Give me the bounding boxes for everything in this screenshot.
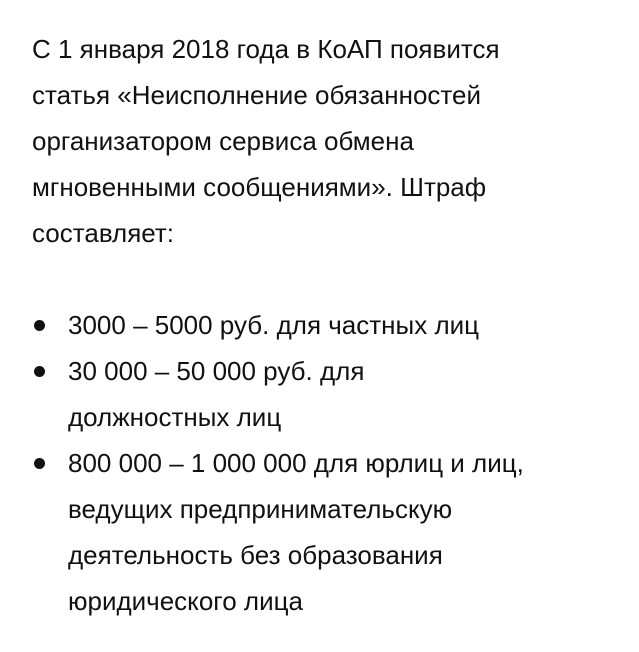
intro-line: организатором сервиса обмена xyxy=(32,126,414,156)
list-item-line: деятельность без образования xyxy=(68,540,443,570)
intro-line: С 1 января 2018 года в КоАП появится xyxy=(32,34,500,64)
list-item xyxy=(32,440,612,624)
intro-line: составляет: xyxy=(32,218,175,248)
bullet-icon xyxy=(34,320,45,331)
list-item-line: юридического лица xyxy=(68,586,303,616)
intro-line: мгновенными сообщениями». Штраф xyxy=(32,172,487,202)
list-item-line: 3000 – 5000 руб. для частных лиц xyxy=(68,310,480,340)
article-content xyxy=(32,26,612,624)
list-item-line: должностных лиц xyxy=(68,402,282,432)
intro-paragraph xyxy=(32,26,612,256)
intro-line: статья «Неисполнение обязанностей xyxy=(32,80,482,110)
list-item-line: 800 000 – 1 000 000 для юрлиц и лиц, xyxy=(68,448,524,478)
fines-list xyxy=(32,302,612,624)
bullet-icon xyxy=(34,458,45,469)
bullet-icon xyxy=(34,366,45,377)
list-item xyxy=(32,302,612,348)
list-item xyxy=(32,348,612,440)
list-item-line: ведущих предпринимательскую xyxy=(68,494,453,524)
list-item-line: 30 000 – 50 000 руб. для xyxy=(68,356,365,386)
